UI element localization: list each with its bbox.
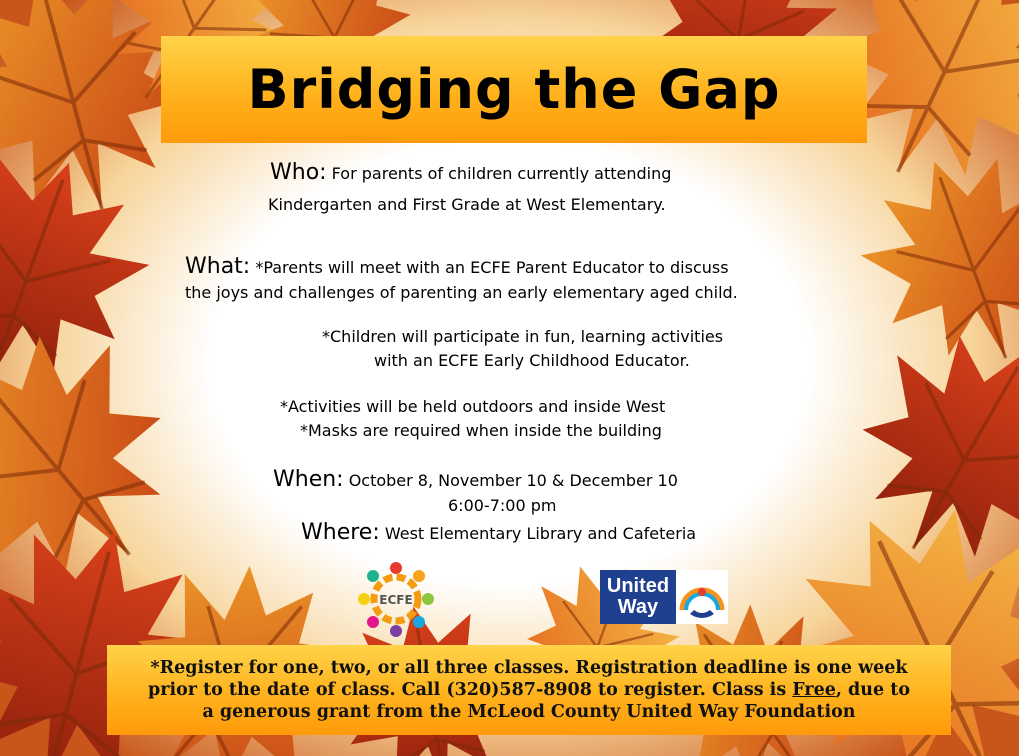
registration-line-1: *Register for one, two, or all three classes. Registration deadline is one week: [150, 658, 908, 678]
ecfe-logo-text: ECFE: [379, 593, 413, 607]
registration-text: [148, 657, 910, 723]
who-text-2: Kindergarten and First Grade at West Elementary.: [268, 195, 666, 214]
where-place: West Elementary Library and Cafeteria: [384, 524, 697, 543]
what-text-5: *Activities will be held outdoors and inside West: [280, 397, 666, 416]
what-label: What:: [185, 254, 251, 279]
united-way-logo: [600, 570, 728, 624]
who-line-1: [270, 160, 671, 185]
title-banner: [161, 36, 867, 143]
what-text-4: with an ECFE Early Childhood Educator.: [374, 351, 690, 370]
united-way-line-2: Way: [617, 596, 659, 618]
what-text-6: *Masks are required when inside the building: [300, 421, 662, 440]
when-line-1: [273, 467, 678, 492]
registration-line-2a: prior to the date of class. Call (320)587-8908 to register. Class is: [147, 680, 793, 700]
ecfe-logo: [357, 560, 435, 638]
when-dates: October 8, November 10 & December 10: [348, 471, 678, 490]
page-title: Bridging the Gap: [247, 58, 781, 121]
registration-line-3: a generous grant from the McLeod County United Way Foundation: [202, 702, 856, 722]
what-text-1: *Parents will meet with an ECFE Parent Educator to discuss: [255, 258, 729, 277]
free-text: Free: [792, 680, 836, 700]
when-time: 6:00-7:00 pm: [448, 496, 557, 515]
what-line-1: [185, 254, 729, 279]
who-text-1: For parents of children currently attending: [331, 164, 672, 183]
united-way-line-1: United: [606, 575, 670, 597]
who-label: Who:: [270, 160, 327, 185]
where-line: [301, 520, 696, 545]
registration-line-2b: , due to: [835, 680, 911, 700]
united-way-hand-icon: [676, 570, 728, 624]
where-label: Where:: [301, 520, 380, 545]
united-way-wordmark: [600, 570, 676, 624]
what-text-3: *Children will participate in fun, learning activities: [322, 327, 724, 346]
when-label: When:: [273, 467, 344, 492]
what-text-2: the joys and challenges of parenting an early elementary aged child.: [185, 283, 738, 302]
registration-banner: [107, 645, 951, 735]
